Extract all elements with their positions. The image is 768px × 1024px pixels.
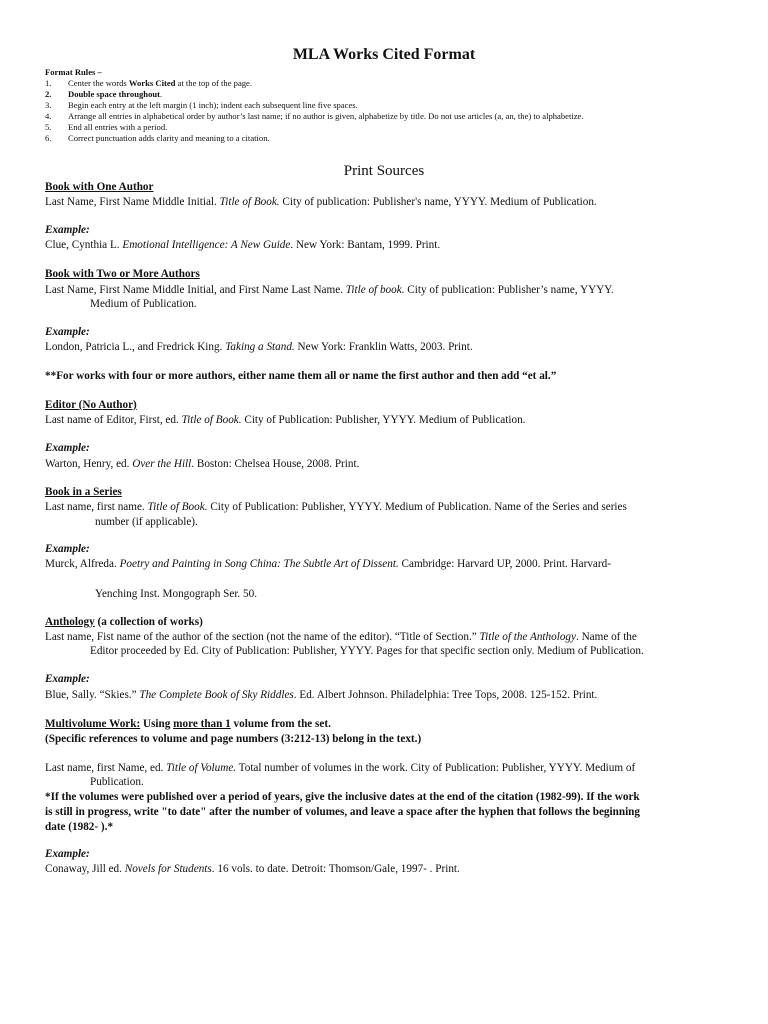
example-line (45, 238, 440, 253)
format-text: Last Name, First Name Middle Initial. (45, 196, 220, 208)
format-rules-heading: Format Rules – (45, 67, 102, 77)
section-heading-editor: Editor (No Author) (45, 399, 137, 411)
example-title: The Complete Book of Sky Riddles (139, 689, 294, 701)
format-text: Last name, first Name, ed. (45, 762, 167, 774)
rule-number: 2. (45, 89, 52, 99)
section-heading-multivolume (45, 717, 331, 732)
example-text: Conaway, Jill ed. (45, 863, 125, 875)
format-line-continued: Publication. (90, 776, 144, 788)
format-title: Title of book. (345, 284, 405, 296)
example-line-continued: Yenching Inst. Mongograph Ser. 50. (95, 588, 258, 600)
format-line-continued: number (if applicable). (95, 516, 198, 528)
rule-text: End all entries with a period. (68, 122, 168, 132)
example-label: Example: (45, 848, 90, 860)
multivolume-note-line: date (1982- ).* (45, 821, 114, 833)
section-heading-anthology (45, 615, 203, 630)
rule-number: 1. (45, 78, 52, 88)
format-line (45, 761, 635, 776)
example-text-end: . 16 vols. to date. Detroit: Thomson/Gale, 1997- . Print. (211, 863, 460, 875)
rule-item (45, 133, 270, 144)
format-text: Last name, Fist name of the author of the section (not the name of the editor). “Title of Section.” (45, 631, 480, 643)
example-label: Example: (45, 673, 90, 685)
example-label: Example: (45, 442, 90, 454)
example-label: Example: (45, 326, 90, 338)
example-label: Example: (45, 543, 90, 555)
rule-text: Arrange all entries in alphabetical order by author’s last name; if no author is given, alphabetize by title. Do not use articles (a, an, the) to alphabetize. (68, 111, 584, 121)
page-title: MLA Works Cited Format (292, 46, 476, 63)
print-sources-heading: Print Sources (343, 163, 425, 179)
section-heading-series: Book in a Series (45, 486, 122, 498)
format-text-end: Total number of volumes in the work. City of Publication: Publisher, YYYY. Medium of (236, 762, 636, 774)
example-text: Clue, Cynthia L. (45, 239, 123, 251)
example-text-end: . Boston: Chelsea House, 2008. Print. (191, 458, 360, 470)
et-al-note: **For works with four or more authors, either name them all or name the first author and then add “et al.” (45, 370, 557, 382)
rule-bold-text: Works Cited (128, 78, 176, 88)
rule-number: 6. (45, 133, 52, 143)
example-line (45, 688, 597, 703)
rule-item (45, 122, 167, 133)
section-heading-two-authors: Book with Two or More Authors (45, 268, 200, 280)
example-title: Over the Hill (132, 458, 192, 470)
format-text-end: . Name of the (575, 631, 637, 643)
rule-number: 4. (45, 111, 52, 121)
example-line (45, 557, 611, 572)
example-label: Example: (45, 224, 90, 236)
example-text-end: New York: Franklin Watts, 2003. Print. (294, 341, 473, 353)
example-line (45, 340, 473, 355)
multivolume-heading-end: volume from the set. (230, 718, 331, 730)
format-text-end: City of Publication: Publisher, YYYY. Medium of Publication. Name of the Series and series (207, 501, 627, 513)
example-title: Emotional Intelligence: A New Guide (122, 239, 291, 251)
example-text: Warton, Henry, ed. (45, 458, 133, 470)
format-text: Last name of Editor, First, ed. (45, 414, 182, 426)
example-text: Blue, Sally. “Skies.” (45, 689, 140, 701)
format-line-continued: Editor proceeded by Ed. City of Publication: Publisher, YYYY. Pages for that specific section only. Medium of Publication. (90, 645, 644, 657)
multivolume-subnote: (Specific references to volume and page numbers (3:212-13) belong in the text.) (45, 733, 422, 745)
rule-text: Center the words (68, 78, 129, 88)
format-text: Last Name, First Name Middle Initial, and First Name Last Name. (45, 284, 346, 296)
multivolume-heading-text: Multivolume Work: (45, 718, 141, 730)
rule-text-end: . (160, 89, 163, 99)
rule-bold-text: Double space throughout (68, 89, 161, 99)
example-text: Murck, Alfreda. (45, 558, 120, 570)
format-title: Title of Book. (147, 501, 208, 513)
rule-item (45, 100, 358, 111)
example-title: Taking a Stand. (225, 341, 295, 353)
example-text: London, Patricia L., and Fredrick King. (45, 341, 226, 353)
format-title: Title of Volume. (166, 762, 237, 774)
example-title: Poetry and Painting in Song China: The Subtle Art of Dissent. (119, 558, 399, 570)
rule-number: 5. (45, 122, 52, 132)
format-line (45, 283, 614, 298)
format-line (45, 500, 627, 515)
example-title: Novels for Students (124, 863, 212, 875)
rule-text-end: at the top of the page. (175, 78, 253, 88)
rule-text: Correct punctuation adds clarity and meaning to a citation. (68, 133, 270, 143)
format-line (45, 413, 525, 428)
rule-text: Begin each entry at the left margin (1 inch); indent each subsequent line five spaces. (68, 100, 358, 110)
example-text-end: . Ed. Albert Johnson. Philadelphia: Tree Tops, 2008. 125-152. Print. (293, 689, 598, 701)
format-text-end: City of publication: Publisher's name, YYYY. Medium of Publication. (279, 196, 597, 208)
section-heading-one-author: Book with One Author (45, 181, 154, 193)
anthology-heading-rest: (a collection of works) (94, 616, 203, 628)
rule-number: 3. (45, 100, 52, 110)
format-line-continued: Medium of Publication. (90, 298, 197, 310)
format-text-end: City of Publication: Publisher, YYYY. Medium of Publication. (241, 414, 526, 426)
multivolume-heading-underlined: more than 1 (173, 718, 231, 730)
format-text-end: City of publication: Publisher’s name, YYYY. (404, 284, 614, 296)
multivolume-heading-mid: Using (140, 718, 174, 730)
format-text: Last name, first name. (45, 501, 148, 513)
format-line (45, 195, 597, 210)
example-text-end: Cambridge: Harvard UP, 2000. Print. Harvard- (398, 558, 611, 570)
multivolume-note-line: is still in progress, write "to date" after the number of volumes, and leave a space after the hyphen that follows the beginning (45, 806, 640, 818)
rule-item (45, 111, 584, 122)
rule-item (45, 89, 162, 100)
example-line (45, 457, 359, 472)
example-text-end: . New York: Bantam, 1999. Print. (290, 239, 441, 251)
format-title: Title of the Anthology (479, 631, 576, 643)
format-line (45, 630, 637, 645)
anthology-heading-text: Anthology (45, 616, 95, 628)
multivolume-note-line: *If the volumes were published over a period of years, give the inclusive dates at the end of the citation (1982-99). If the work (45, 791, 640, 803)
rule-item (45, 78, 252, 89)
format-title: Title of Book. (181, 414, 242, 426)
example-line (45, 862, 460, 877)
format-title: Title of Book. (219, 196, 280, 208)
